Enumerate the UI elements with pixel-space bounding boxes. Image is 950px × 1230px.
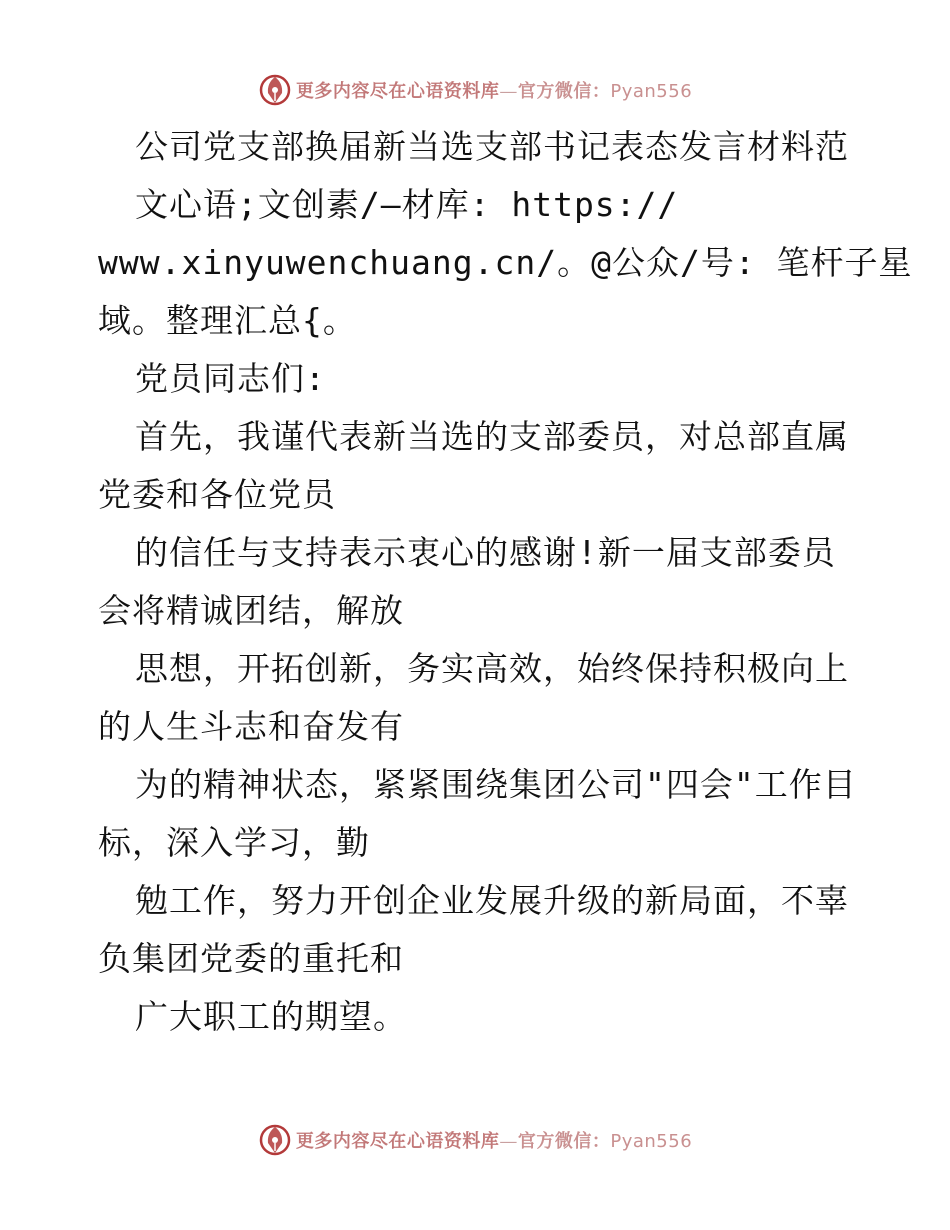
document-line: 负集团党委的重托和 <box>98 939 404 978</box>
document-line: 的人生斗志和奋发有 <box>98 707 404 746</box>
banner-wechat-label: 官方微信： <box>517 81 611 102</box>
document-line: 党员同志们: <box>135 359 326 398</box>
document-line: 为的精神状态，紧紧围绕集团公司"四会"工作目 <box>135 765 857 804</box>
document-line: 思想，开拓创新，务实高效，始终保持积极向上 <box>135 649 849 688</box>
banner-separator: — <box>499 1131 518 1152</box>
document-body <box>98 118 913 1046</box>
banner-text <box>296 77 692 103</box>
document-line: 的信任与支持表示衷心的感谢!新一届支部委员 <box>135 533 836 572</box>
banner-prefix: 更多内容尽在心语资料库 <box>295 1131 500 1152</box>
document-line: 首先，我谨代表新当选的支部委员，对总部直属 <box>135 417 849 456</box>
document-line: 公司党支部换届新当选支部书记表态发言材料范 <box>135 127 849 166</box>
document-line: 会将精诚团结，解放 <box>98 591 404 630</box>
banner-wechat-label: 官方微信： <box>517 1131 611 1152</box>
document-line: 域。整理汇总{。 <box>98 301 357 340</box>
banner-separator: — <box>499 81 518 102</box>
document-line: 标，深入学习，勤 <box>98 823 370 862</box>
document-line: 党委和各位党员 <box>98 475 336 514</box>
document-line: 勉工作，努力开创企业发展升级的新局面，不辜 <box>135 881 849 920</box>
banner-wechat-id: Pyan556 <box>610 81 693 102</box>
banner-wechat-id: Pyan556 <box>610 1131 693 1152</box>
banner-text <box>296 1127 692 1153</box>
banner-prefix: 更多内容尽在心语资料库 <box>295 81 500 102</box>
document-line: www.xinyuwenchuang.cn/。@公众/号: 笔杆子星 <box>98 243 913 282</box>
header-watermark-banner <box>0 70 950 110</box>
footer-watermark-banner <box>0 1120 950 1160</box>
pen-nib-circle-logo-icon <box>258 1123 292 1157</box>
document-line: 文心语;文创素/—材库: https:// <box>135 185 679 224</box>
pen-nib-circle-logo-icon <box>258 73 292 107</box>
document-line: 广大职工的期望。 <box>135 997 407 1036</box>
